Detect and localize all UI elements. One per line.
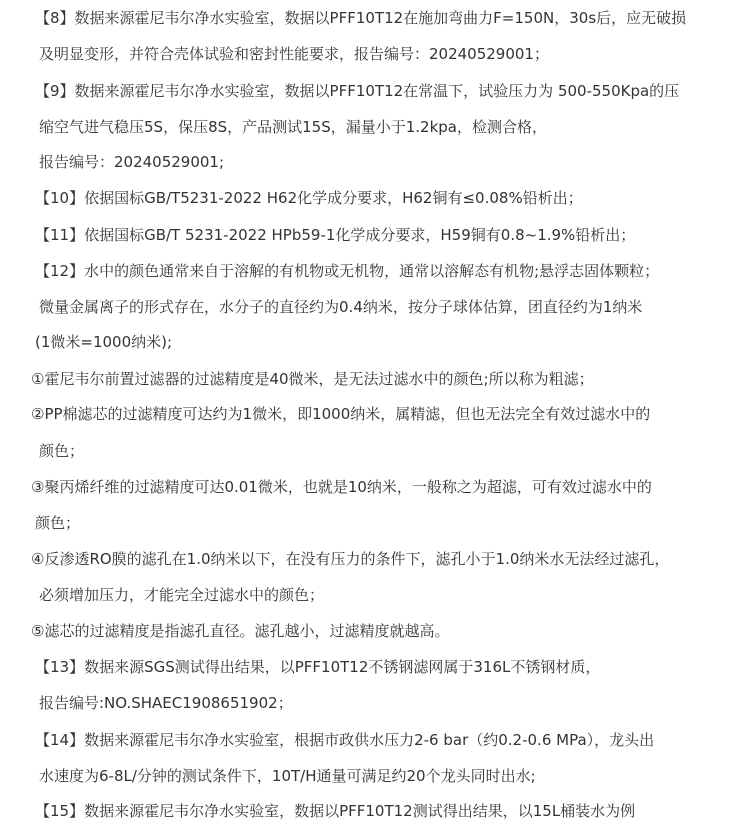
filter-item-3-line-2: 颜色； <box>35 514 81 532</box>
note-12-line-2: 微量金属离子的形式存在，水分子的直径约为0.4纳米，按分子球体估算，团直径约为1纳米 <box>39 298 643 316</box>
note-11-line: 【11】依据国标GB/T 5231-2022 HPb59-1化学成分要求，H59铜有0.8~1.9%铅析出； <box>35 226 636 244</box>
note-9-line-3: 报告编号：20240529001; <box>39 153 225 171</box>
note-14-line-2: 水速度为6-8L/分钟的测试条件下，10T/H通量可满足约20个龙头同时出水; <box>39 767 536 785</box>
note-14-line-1: 【14】数据来源霍尼韦尔净水实验室，根据市政供水压力2-6 bar（约0.2-0.6 MPa），龙头出 <box>35 731 655 749</box>
filter-item-5: ⑤滤芯的过滤精度是指滤孔直径。滤孔越小，过滤精度就越高。 <box>31 622 450 640</box>
note-13-line-2: 报告编号:NO.SHAEC1908651902； <box>39 694 293 712</box>
note-13-line-1: 【13】数据来源SGS测试得出结果，以PFF10T12不锈钢滤网属于316L不锈钢材质， <box>35 658 601 676</box>
filter-item-2-line-2: 颜色； <box>39 442 85 460</box>
note-10-line: 【10】依据国标GB/T5231-2022 H62化学成分要求，H62铜有≤0.08%铅析出； <box>35 189 583 207</box>
filter-item-2-line-1: ②PP棉滤芯的过滤精度可达约为1微米，即1000纳米，属精滤，但也无法完全有效过滤水中的 <box>31 405 651 423</box>
filter-item-3-line-1: ③聚丙烯纤维的过滤精度可达0.01微米，也就是10纳米，一般称之为超滤，可有效过滤水中的 <box>31 478 652 496</box>
note-12-line-3: (1微米=1000纳米); <box>35 333 173 351</box>
note-9-line-2: 缩空气进气稳压5S，保压8S，产品测试15S，漏量小于1.2kpa，检测合格， <box>39 118 547 136</box>
note-12-line-1: 【12】水中的颜色通常来自于溶解的有机物或无机物，通常以溶解态有机物;悬浮志固体颗粒； <box>35 262 660 280</box>
filter-item-4-line-1: ④反渗透RO膜的滤孔在1.0纳米以下，在没有压力的条件下，滤孔小于1.0纳米水无法经过滤孔， <box>31 550 670 568</box>
note-15-line-1: 【15】数据来源霍尼韦尔净水实验室，数据以PFF10T12测试得出结果，以15L桶装水为例 <box>35 802 636 820</box>
note-8-line-1: 【8】数据来源霍尼韦尔净水实验室，数据以PFF10T12在施加弯曲力F=150N，30s后，应无破损 <box>35 9 687 27</box>
filter-item-1: ①霍尼韦尔前置过滤器的过滤精度是40微米，是无法过滤水中的颜色;所以称为粗滤； <box>31 370 594 388</box>
filter-item-4-line-2: 必须增加压力，才能完全过滤水中的颜色； <box>39 586 325 604</box>
note-9-line-1: 【9】数据来源霍尼韦尔净水实验室，数据以PFF10T12在常温下，试验压力为 500-550Kpa的压 <box>35 82 680 100</box>
note-8-line-2: 及明显变形，并符合壳体试验和密封性能要求，报告编号：20240529001； <box>39 45 549 63</box>
